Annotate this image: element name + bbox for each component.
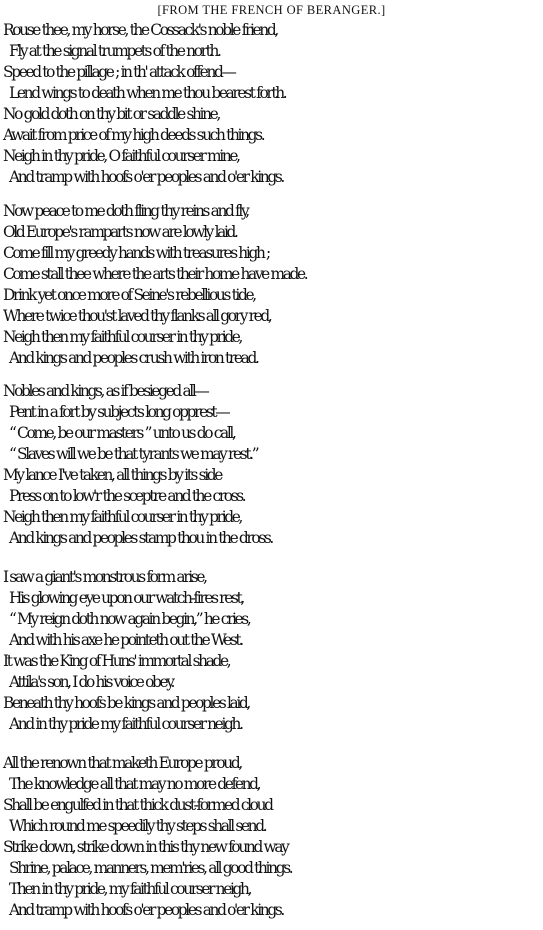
- poem-line: Neigh then my faithful courser in thy pride,: [3, 328, 242, 346]
- poem-line: And tramp with hoofs o'er peoples and o'er kings.: [9, 168, 283, 186]
- poem-line: And with his axe he pointeth out the West.: [9, 631, 242, 649]
- poem-line: Come stall thee where the arts their home have made.: [3, 265, 307, 283]
- poem-line: It was the King of Huns' immortal shade,: [3, 652, 230, 670]
- poem-line: My lance I've taken, all things by its side: [3, 466, 222, 484]
- poem-line: Fly at the signal trumpets of the north.: [9, 42, 220, 60]
- poem-line: Await from price of my high deeds such things.: [3, 126, 264, 144]
- poem-line: Shall be engulfed in that thick dust-formed cloud: [3, 796, 272, 814]
- poem-line: Come fill my greedy hands with treasures high ;: [3, 244, 269, 262]
- poem-line: Where twice thou'st laved thy flanks all gory red,: [3, 307, 271, 325]
- poem-line: Then in thy pride, my faithful courser neigh,: [9, 880, 251, 898]
- poem-line: Pent in a fort by subjects long opprest—: [9, 403, 229, 421]
- poem-line: Speed to the pillage ; in th' attack offend—: [3, 63, 235, 81]
- stanza-1: [3, 20, 543, 188]
- poem-line: Which round me speedily thy steps shall send.: [9, 817, 266, 835]
- poem-line: Neigh in thy pride, O faithful courser mine,: [3, 147, 239, 165]
- poem-line: And kings and peoples crush with iron tread.: [9, 349, 258, 367]
- stanza-2: [3, 201, 543, 369]
- poem-line: Press on to low'r the sceptre and the cross.: [9, 487, 245, 505]
- poem-line: Rouse thee, my horse, the Cossack's noble friend,: [3, 21, 277, 39]
- poem-line: His glowing eye upon our watch-fires rest,: [9, 589, 243, 607]
- poem-line: And kings and peoples stamp thou in the dross.: [9, 529, 272, 547]
- poem-line: Now peace to me doth fling thy reins and fly,: [3, 202, 248, 220]
- poem-line: I saw a giant's monstrous form arise,: [3, 568, 206, 586]
- poem-line: And tramp with hoofs o'er peoples and o'er kings.: [9, 901, 283, 919]
- poem-line: “ Slaves will we be that tyrants we may rest.”: [9, 445, 258, 463]
- poem-line: Drink yet once more of Seine's rebellious tide,: [3, 286, 255, 304]
- poem-line: Old Europe's ramparts now are lowly laid.: [3, 223, 237, 241]
- poem-line: Neigh then my faithful courser in thy pride,: [3, 508, 242, 526]
- stanza-5: [3, 753, 543, 921]
- stanza-3: [3, 381, 543, 549]
- poem-line: Attila's son, I do his voice obey.: [9, 673, 174, 691]
- poem-line: Lend wings to death when me thou bearest forth.: [9, 84, 286, 102]
- poem-header: [FROM THE FRENCH OF BERANGER.]: [157, 3, 386, 17]
- poem-line: Strike down, strike down in this thy new found way: [3, 838, 288, 856]
- poem-line: The knowledge all that may no more defend,: [9, 775, 260, 793]
- stanza-4: [3, 567, 543, 735]
- poem-line: Beneath thy hoofs be kings and peoples laid,: [3, 694, 249, 712]
- poem-line: All the renown that maketh Europe proud,: [3, 754, 241, 772]
- poem-line: “ My reign doth now again begin,” he cries,: [9, 610, 250, 628]
- poem-line: Shrine, palace, manners, mem'ries, all good things.: [9, 859, 292, 877]
- poem-line: And in thy pride my faithful courser neigh.: [9, 715, 242, 733]
- poem-line: No gold doth on thy bit or saddle shine,: [3, 105, 219, 123]
- poem-line: Nobles and kings, as if besieged all—: [3, 382, 208, 400]
- poem-line: “ Come, be our masters ” unto us do call,: [9, 424, 235, 442]
